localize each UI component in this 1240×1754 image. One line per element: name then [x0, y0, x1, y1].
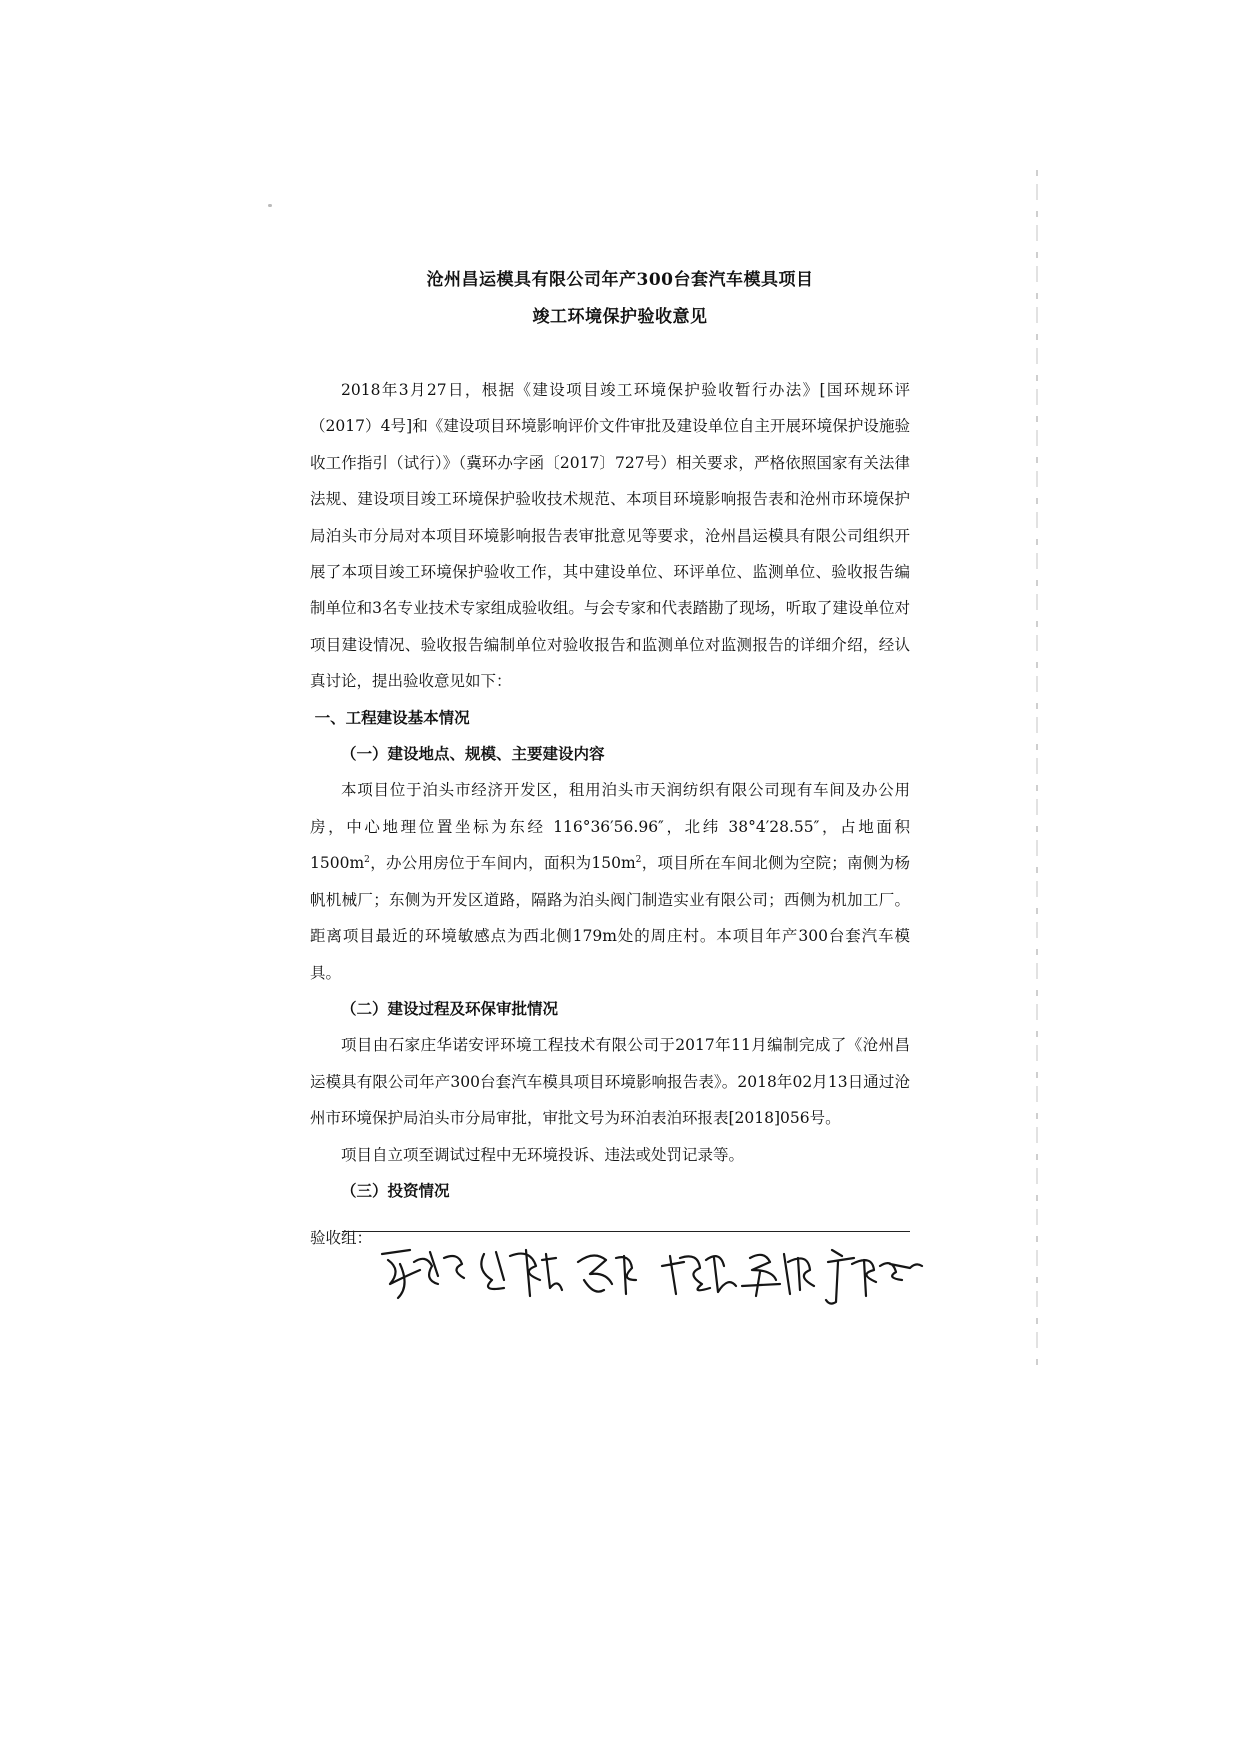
subsection2-heading: （二）建设过程及环保审批情况 — [341, 998, 559, 1018]
signature-5-scribble — [742, 1254, 814, 1296]
subsection2-paragraph: 项目由石家庄华诺安评环境工程技术有限公司于2017年11月编制完成了《沧州昌运模具有限公司年产300台套汽车模具项目环境影响报告表》。2018年02月13日通过沧州市环境保护局泊头市分局审批，审批文号为环泊表泊环报表[2018]056号。 — [310, 1036, 910, 1128]
subsection2-paragraph2: 项目自立项至调试过程中无环境投诉、违法或处罚记录等。 — [341, 1145, 745, 1164]
subsection3-heading: （三）投资情况 — [341, 1180, 450, 1200]
signature-6-scribble — [826, 1250, 922, 1304]
subsection1-heading: （一）建设地点、规模、主要建设内容 — [341, 744, 605, 764]
signature-4-scribble — [662, 1256, 736, 1294]
signature-line — [342, 1231, 910, 1232]
signature-3-scribble — [578, 1255, 636, 1294]
intro-paragraph: 2018年3月27日，根据《建设项目竣工环境保护验收暂行办法》[国环规环评（2017）4号]和《建设项目环境影响评价文件审批及建设单位自主开展环境保护设施验收工作指引（试行）》（冀环办字函〔2017〕727号）相关要求，严格依照国家有关法律法规、建设项目竣工环境保护验收技术规范、本项目环境影响报告表和沧州市环境保护局泊头市分局对本项目环境影响报告表审批意见等要求，沧州昌运模具有限公司组织开展了本项目竣工环境保护验收工作，其中建设单位、环评单位、监测单位、验收报告编制单位和3名专业技术专家组成验收组。与会专家和代表踏勘了现场，听取了建设单位对项目建设情况、验收报告编制单位对验收报告和监测单位对监测报告的详细介绍，经认真讨论，提出验收意见如下： — [310, 381, 910, 691]
handwritten-signatures — [380, 1240, 925, 1310]
scan-edge-artifact — [1036, 170, 1038, 1370]
signature-2-scribble — [481, 1250, 562, 1296]
superscript-2: 2 — [364, 855, 370, 866]
document-body — [310, 372, 910, 1209]
superscript-2: 2 — [635, 855, 642, 866]
sub1-text-c: ，项目所在车间北侧为空院；南侧为杨帆机械厂；东侧为开发区道路，隔路为泊头阀门制造实业有限公司；西侧为机加工厂。距离项目最近的环境敏感点为西北侧179m处的周庄村。本项目年产300台套汽车模具。 — [310, 854, 910, 982]
signature-1-scribble — [382, 1250, 464, 1298]
scan-speck — [268, 204, 272, 207]
section1-heading: 一、工程建设基本情况 — [314, 707, 470, 727]
sub1-text-a: 本项目位于泊头市经济开发区，租用泊头市天润纺织有限公司现有车间及办公用房，中心地理位置坐标为东经 116°36′56.96″，北纬 38°4′28.55″，占地面积1500m — [310, 781, 910, 873]
sub1-text-b: ，办公用房位于车间内，面积为150m — [369, 854, 636, 873]
signature-label: 验收组： — [310, 1229, 373, 1247]
doc-title-line2: 竣工环境保护验收意见 — [532, 307, 708, 327]
doc-title-line1: 沧州昌运模具有限公司年产300台套汽车模具项目 — [426, 270, 814, 290]
subsection1-paragraph — [310, 772, 910, 990]
